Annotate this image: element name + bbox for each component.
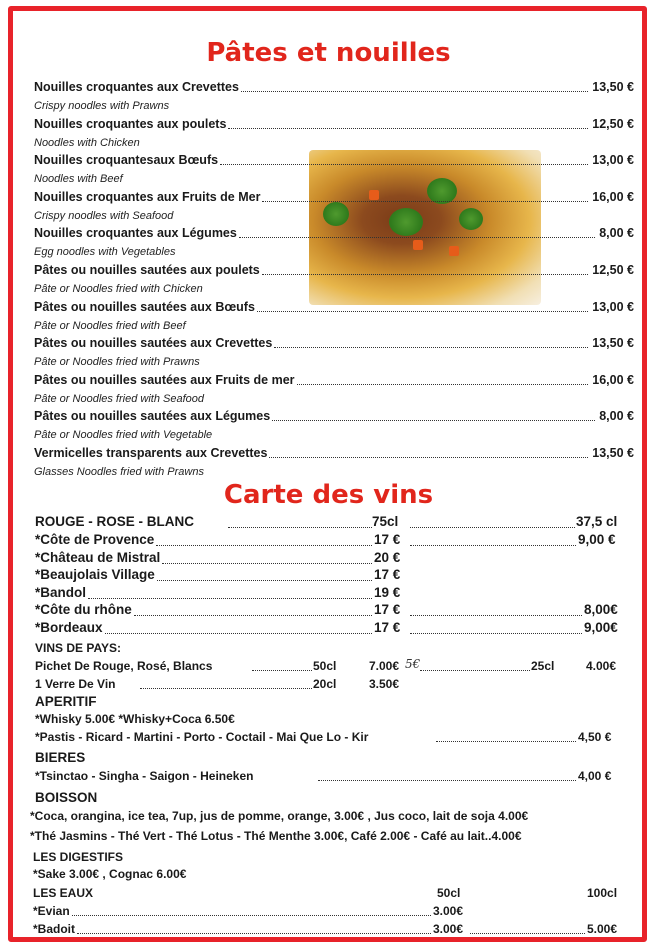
- wine-header-37cl: 37,5 cl: [576, 514, 618, 529]
- verre-price: 3.50€: [369, 677, 400, 691]
- pates-item-price: 8,00 €: [599, 226, 634, 241]
- pates-item-price: 8,00 €: [599, 409, 634, 424]
- pates-item: [34, 373, 634, 391]
- handwritten-price-note: 5€: [405, 657, 421, 671]
- pates-item: [34, 117, 634, 135]
- pates-item-name: Pâtes ou nouilles sautées aux Crevettes: [34, 336, 273, 351]
- pates-item-english: Glasses Noodles fried with Prawns: [34, 466, 204, 478]
- pates-item: [34, 446, 634, 464]
- digestifs-line: *Sake 3.00€ , Cognac 6.00€: [33, 867, 187, 881]
- pates-item-price: 13,50 €: [592, 336, 634, 351]
- pates-item-price: 16,00 €: [592, 372, 634, 387]
- wine-name: *Côte du rhône: [35, 602, 132, 617]
- bieres-line: *Tsinctao - Singha - Saigon - Heineken: [35, 769, 254, 783]
- pates-item-english: Crispy noodles with Seafood: [34, 209, 174, 222]
- wine-name: *Bordeaux: [35, 619, 103, 635]
- wine-price-75cl: 19 €: [374, 584, 401, 600]
- pates-item: [34, 409, 634, 427]
- pates-title: Pâtes et nouilles: [206, 38, 451, 68]
- pichet-25cl: 25cl: [531, 659, 555, 673]
- dot-leader: [134, 615, 372, 616]
- wine-name: *Bandol: [35, 584, 87, 600]
- pates-item-name: Vermicelles transparents aux Crevettes: [34, 446, 268, 460]
- vins-pays-title: VINS DE PAYS:: [35, 641, 122, 655]
- pates-item-english: Noodles with Chicken: [34, 136, 140, 149]
- pates-item-english: Pâte or Noodles fried with Beef: [34, 319, 186, 332]
- pates-item-name: Pâtes ou nouilles sautées aux Fruits de mer: [34, 372, 295, 387]
- dot-leader: [257, 311, 588, 312]
- eaux-title: LES EAUX: [33, 886, 94, 900]
- pates-item: [34, 80, 634, 98]
- wine-header-label: ROUGE - ROSE - BLANC: [35, 514, 195, 529]
- pates-item-name: Nouilles croquantesaux Bœufs: [34, 153, 219, 168]
- wine-name: *Beaujolais Village: [35, 567, 155, 582]
- bieres-price: 4,00 €: [578, 769, 612, 783]
- eaux-price-100cl: 5.00€: [587, 922, 618, 936]
- pates-item-english: Egg noodles with Vegetables: [34, 246, 176, 259]
- aperitif-price: 4,50 €: [578, 730, 612, 744]
- dot-leader: [77, 933, 431, 934]
- pates-item-name: Pâtes ou nouilles sautées aux Bœufs: [34, 299, 255, 314]
- eaux-100cl-header: 100cl: [587, 886, 618, 900]
- pichet-label: Pichet De Rouge, Rosé, Blancs: [35, 659, 213, 673]
- verre-label: 1 Verre De Vin: [35, 677, 116, 691]
- pates-item-english: Pâte or Noodles fried with Vegetable: [34, 429, 213, 442]
- pates-item: [34, 190, 634, 208]
- aperitif-title: APERITIF: [35, 694, 97, 709]
- pichet-50cl-price: 7.00€: [369, 659, 400, 673]
- pates-item-english: Pâte or Noodles fried with Prawns: [34, 356, 200, 369]
- dot-leader: [105, 633, 372, 634]
- dot-leader: [88, 598, 372, 599]
- digestifs-title: LES DIGESTIFS: [33, 850, 124, 864]
- dot-leader: [410, 633, 582, 634]
- pates-item-price: 16,00 €: [592, 189, 634, 204]
- verre-20cl: 20cl: [313, 677, 337, 691]
- eaux-name: *Badoit: [33, 922, 75, 936]
- boisson-line-2: *Thé Jasmins - Thé Vert - Thé Lotus - Thé Menthe 3.00€, Café 2.00€ - Café au lait..4.00€: [30, 829, 522, 843]
- wine-price-37cl: 8,00€: [584, 602, 618, 617]
- pichet-25cl-price: 4.00€: [586, 659, 617, 673]
- dot-leader: [262, 201, 588, 202]
- wine-price-37cl: 9,00€: [584, 619, 618, 635]
- pichet-50cl: 50cl: [313, 659, 337, 673]
- pates-item-price: 13,50 €: [592, 80, 634, 94]
- aperitif-line: *Pastis - Ricard - Martini - Porto - Coctail - Mai Que Lo - Kir: [35, 730, 369, 744]
- dot-leader: [274, 347, 588, 348]
- dot-leader: [157, 580, 372, 581]
- wine-price-75cl: 17 €: [374, 619, 401, 635]
- aperitif-whisky-line: *Whisky 5.00€ *Whisky+Coca 6.50€: [35, 712, 235, 726]
- wine-price-75cl: 17 €: [374, 532, 401, 547]
- dot-leader: [410, 545, 576, 546]
- pates-item: [34, 226, 634, 244]
- pates-item-name: Nouilles croquantes aux poulets: [34, 116, 227, 131]
- pates-item-price: 13,00 €: [592, 153, 634, 168]
- eaux-price-50cl: 3.00€: [433, 904, 464, 918]
- dot-leader: [220, 164, 588, 165]
- eaux-price-50cl: 3.00€: [433, 922, 464, 936]
- pates-item: [34, 300, 634, 318]
- pates-item: [34, 153, 634, 171]
- wine-name: *Château de Mistral: [35, 549, 161, 565]
- dot-leader: [470, 933, 585, 934]
- pates-item: [34, 336, 634, 354]
- dot-leader: [239, 237, 595, 238]
- dot-leader: [72, 915, 431, 916]
- pates-item-english: Crispy noodles with Prawns: [34, 100, 170, 112]
- boisson-line-1: *Coca, orangina, ice tea, 7up, jus de pomme, orange, 3.00€ , Jus coco, lait de soja 4.00€: [30, 809, 529, 823]
- dot-leader: [162, 563, 372, 564]
- wine-price-37cl: 9,00 €: [578, 532, 616, 547]
- wine-price-75cl: 17 €: [374, 602, 401, 617]
- dot-leader: [269, 457, 588, 458]
- pates-item-english: Noodles with Beef: [34, 173, 123, 186]
- pates-item-english: Pâte or Noodles fried with Seafood: [34, 392, 204, 405]
- dot-leader: [272, 420, 595, 421]
- eaux-name: *Evian: [33, 904, 70, 918]
- boisson-title: BOISSON: [35, 790, 98, 805]
- pates-item-price: 12,50 €: [592, 116, 634, 131]
- dot-leader: [297, 384, 588, 385]
- wine-price-75cl: 17 €: [374, 567, 401, 582]
- pates-item-english: Pâte or Noodles fried with Chicken: [34, 283, 203, 295]
- dot-leader: [262, 274, 588, 275]
- wine-price-75cl: 20 €: [374, 549, 401, 565]
- pates-item-price: 13,00 €: [592, 299, 634, 314]
- pates-item-price: 13,50 €: [592, 446, 634, 460]
- dot-leader: [410, 615, 582, 616]
- vins-title: Carte des vins: [223, 480, 434, 510]
- pates-item-name: Nouilles croquantes aux Légumes: [34, 226, 237, 241]
- dot-leader: [228, 128, 588, 129]
- bieres-title: BIERES: [35, 750, 86, 765]
- wine-header-75cl: 75cl: [372, 514, 399, 529]
- pates-item-price: 12,50 €: [592, 263, 634, 277]
- pates-item-name: Nouilles croquantes aux Crevettes: [34, 80, 239, 94]
- pates-item: [34, 263, 634, 281]
- eaux-50cl-header: 50cl: [437, 886, 461, 900]
- dot-leader: [156, 545, 372, 546]
- dot-leader: [241, 91, 588, 92]
- wine-name: *Côte de Provence: [35, 532, 155, 547]
- pates-item-name: Nouilles croquantes aux Fruits de Mer: [34, 189, 261, 204]
- pates-item-name: Pâtes ou nouilles sautées aux poulets: [34, 263, 260, 277]
- pates-item-name: Pâtes ou nouilles sautées aux Légumes: [34, 409, 271, 424]
